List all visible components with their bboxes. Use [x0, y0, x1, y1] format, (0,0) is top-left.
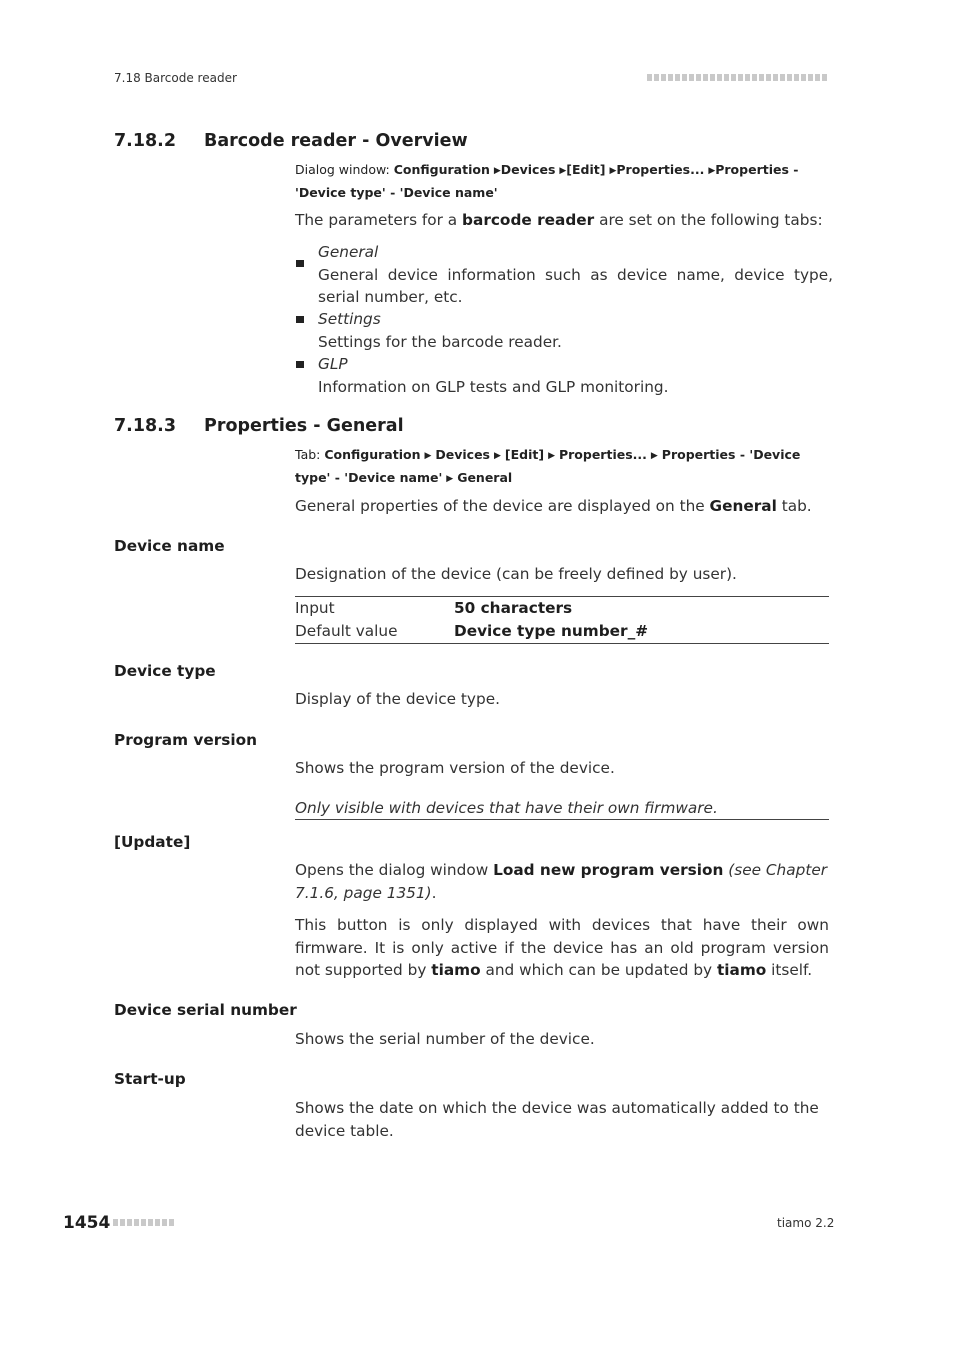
product-name: tiamo: [431, 961, 481, 979]
tab-path: [295, 445, 835, 490]
path-step: [Edit]: [504, 447, 545, 462]
path-arrow-icon: ▶: [493, 451, 501, 461]
param-desc: Shows the date on which the device was automatically added to the device table.: [295, 1099, 819, 1140]
path-step: Properties...: [558, 447, 647, 462]
path-step: Properties...: [616, 162, 705, 177]
section-heading-overview: [114, 131, 614, 155]
param-desc: Designation of the device (can be freely defined by user).: [295, 565, 737, 583]
table-key: Default value: [295, 622, 398, 640]
path-arrow-icon: ▶: [424, 451, 432, 461]
intro-bold: barcode reader: [462, 211, 595, 229]
product-version: tiamo 2.2: [777, 1216, 835, 1230]
dialog-name: Load new program version: [493, 861, 724, 879]
update-text: and which can be updated by: [480, 961, 717, 979]
path-arrow-icon: ▶: [446, 473, 454, 484]
section-number: 7.18.3: [114, 416, 177, 436]
param-table: [295, 596, 829, 644]
product-name: tiamo: [716, 961, 767, 979]
general-intro: [295, 495, 835, 518]
path-step: Properties - 'Device type' - 'Device name': [295, 162, 799, 200]
path-step: Properties - 'Device type' - 'Device name': [295, 447, 801, 485]
intro-text: General properties of the device are displayed on the: [295, 497, 710, 515]
param-label-serial: Device serial number: [114, 1001, 297, 1019]
path-arrow-icon: ▶: [493, 166, 501, 176]
intro-text: are set on the following tabs:: [594, 211, 823, 229]
path-arrow-icon: ▶: [548, 451, 555, 461]
list-item-glp: [318, 353, 833, 398]
table-key: Input: [295, 599, 335, 617]
intro-text: tab.: [776, 497, 812, 515]
param-label-program-version: Program version: [114, 731, 257, 749]
table-row: [295, 620, 829, 643]
table-value: Device type number_#: [454, 622, 649, 640]
page-number: 1454: [63, 1213, 111, 1233]
footer-decoration-dots: [113, 1219, 174, 1226]
bullet-icon: [296, 361, 304, 368]
param-label-device-type: Device type: [114, 662, 216, 680]
tab-desc: Settings for the barcode reader.: [318, 332, 562, 351]
path-step: Devices: [500, 162, 556, 177]
chapter-reference-link[interactable]: (see Chapter 7.1.6, page 1351): [295, 861, 828, 902]
running-header-section: 7.18 Barcode reader: [114, 71, 237, 85]
dialog-path: [295, 160, 835, 202]
param-desc: Display of the device type.: [295, 690, 500, 708]
path-step: Configuration: [393, 162, 490, 177]
path-arrow-icon: ▶: [708, 166, 716, 176]
param-label-startup: Start-up: [114, 1070, 186, 1088]
bullet-icon: [296, 260, 304, 267]
list-item-settings: [318, 308, 833, 353]
intro-text: The parameters for a: [295, 211, 463, 229]
path-arrow-icon: ▶: [650, 451, 658, 461]
path-step: General: [457, 469, 513, 485]
path-step: [Edit]: [566, 162, 606, 177]
update-text: .: [431, 883, 437, 902]
section-heading-general: [114, 416, 614, 440]
param-label-update: [Update]: [114, 833, 191, 851]
update-text: Opens the dialog window: [295, 861, 494, 879]
path-arrow-icon: ▶: [559, 166, 567, 176]
section-title: Barcode reader - Overview: [204, 131, 468, 151]
tab-name: General: [318, 243, 379, 261]
update-text: This button is only displayed with devices that have their own firmware. It is only active if the device has an old program version not supported by: [295, 916, 829, 979]
header-decoration-dots: [647, 74, 827, 81]
table-value: 50 characters: [454, 599, 573, 617]
intro-bold: General: [709, 497, 777, 515]
update-note: [295, 914, 829, 982]
bullet-icon: [296, 316, 304, 323]
path-label: Tab:: [295, 447, 321, 462]
param-desc: Shows the serial number of the device.: [295, 1030, 595, 1048]
tab-name: Settings: [318, 310, 381, 328]
path-label: Dialog window:: [295, 162, 390, 177]
update-desc: [295, 859, 835, 904]
list-item-general: [318, 241, 833, 309]
tab-desc: General device information such as device name, device type, serial number, etc.: [318, 265, 833, 306]
param-label-device-name: Device name: [114, 537, 225, 555]
tab-desc: Information on GLP tests and GLP monitoring.: [318, 377, 669, 396]
param-desc: Shows the program version of the device.: [295, 759, 615, 777]
tab-name: GLP: [318, 355, 348, 373]
path-step: Devices: [435, 447, 490, 462]
section-number: 7.18.2: [114, 131, 177, 151]
path-step: Configuration: [324, 447, 421, 462]
update-text: itself.: [766, 961, 813, 979]
path-arrow-icon: ▶: [609, 166, 617, 176]
table-row: [295, 597, 829, 620]
overview-intro: [295, 209, 835, 232]
section-title: Properties - General: [204, 416, 404, 436]
param-note: Only visible with devices that have their own firmware.: [295, 799, 829, 820]
